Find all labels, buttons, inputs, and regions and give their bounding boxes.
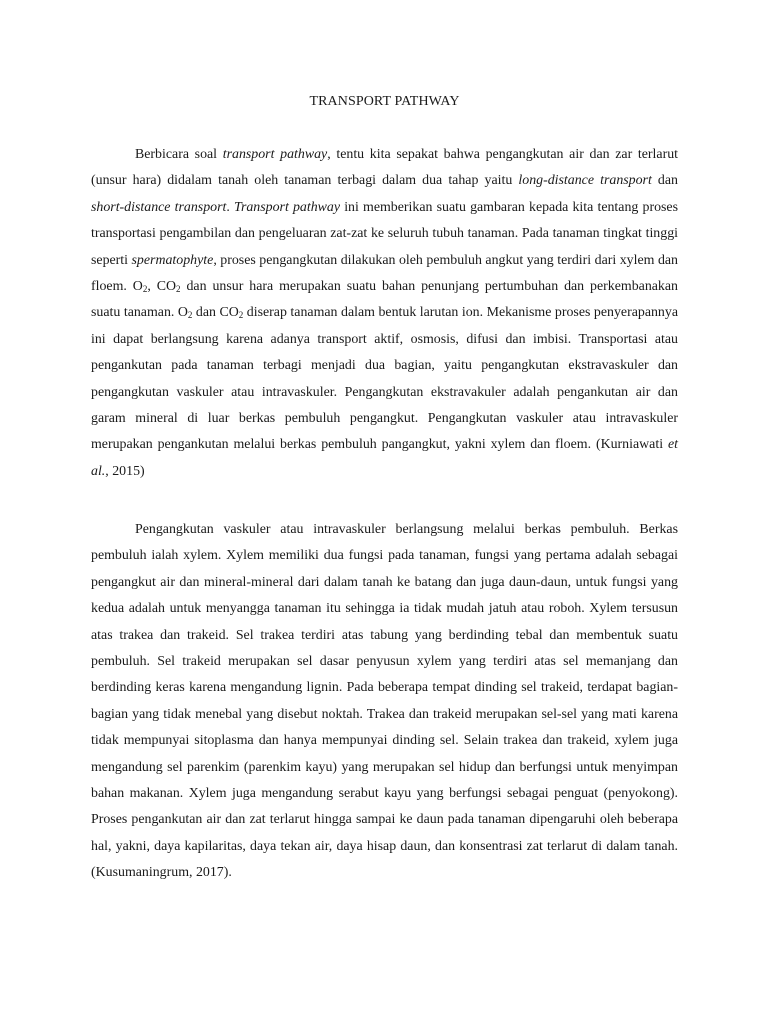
italic-text-run: Transport pathway xyxy=(234,199,341,215)
subscript-run: 2 xyxy=(142,284,148,295)
document-title: TRANSPORT PATHWAY xyxy=(309,94,460,109)
italic-text-run: transport pathway xyxy=(222,147,328,162)
document-page xyxy=(91,0,678,1024)
italic-text-run: et al. xyxy=(91,437,678,479)
paragraph-transport-pathway-intro: Berbicara soal transport pathway, tentu kita sepakat bahwa pengangkutan air dan zar terlarut (unsur hara) didalam tanah oleh tanaman terbagi dalam dua tahap yaitu long-distance transport dan short-distance transport. Transport pathway ini memberikan suatu gambaran kepada kita tentang proses transportasi pengambilan dan pengeluaran zat-zat ke seluruh tubuh tanaman. Pada tanaman tingkat tinggi seperti spermatophyte, proses pengangkutan dilakukan oleh pembuluh angkut yang terdiri dari xylem dan floem. $O_2$, $CO_2$ dan unsur hara merupakan suatu bahan penunjang pertumbuhan dan perkembanakan suatu tanaman. $O_2$ dan $CO_2$ diserap tanaman dalam bentuk larutan ion. Mekanisme proses penyerapannya ini dapat berlangsung karena adanya transport aktif, osmosis, difusi dan imbisi. Transportasi atau pengankutan pada tanaman terbagi menjadi dua bagian, yaitu pengangkutan ekstravaskuler dan pengangkutan vaskuler atau intravaskuler. Pengangkutan ekstravakuler adalah pengankutan air dan garam mineral di luar berkas pembuluh pengangkut. Pengangkutan vaskuler atau intravaskuler merupakan pengankutan melalui berkas pembuluh pangangkut, yakni xylem dan floem. (Kurniawati et al., 2015) xyxy=(91,147,679,479)
italic-text-run: short-distance transport xyxy=(91,199,227,215)
subscript-run: 2 xyxy=(176,284,181,295)
subscript-run: 2 xyxy=(238,310,244,321)
paragraph-vascular-transport: Pengangkutan vaskuler atau intravaskuler berlangsung melalui berkas pembuluh. Berkas pembuluh ialah xylem. Xylem memiliki dua fungsi pada tanaman, fungsi yang pertama adalah sebagai pengangkut air dan mineral-mineral dari dalam tanah ke batang dan juga daun-daun, untuk fungsi yang kedua adalah untuk menyangga tanaman itu sehingga ia tidak mudah jatuh atau roboh. Xylem tersusun atas trakea dan trakeid. Sel trakea terdiri atas tabung yang berdinding tebal dan membentuk suatu pembuluh. Sel trakeid merupakan sel dasar penyusun xylem yang terdiri atas sel memanjang dan berdinding keras karena mengandung lignin. Pada beberapa tempat dinding sel trakeid, terdapat bagian-bagian yang tidak menebal yang disebut noktah. Trakea dan trakeid merupakan sel-sel yang mati karena tidak mempunyai sitoplasma dan hanya mempunyai dinding sel. Selain trakea dan trakeid, xylem juga mengandung sel parenkim (parenkim kayu) yang merupakan sel hidup dan berfungsi untuk menyimpan bahan makanan. Xylem juga mengandung serabut kayu yang berfungsi sebagai penguat (penyokong). Proses pengankutan air dan zat terlarut hingga sampai ke daun pada tanaman dipengaruhi oleh beberapa hal, yakni, daya kapilaritas, daya tekan air, daya hisap daun, dan konsentrasi zat terlarut di dalam tanah. (Kusumaningrum, 2017). xyxy=(91,522,678,881)
italic-text-run: long-distance transport xyxy=(518,173,652,189)
italic-text-run: spermatophyte xyxy=(131,252,214,268)
subscript-run: 2 xyxy=(187,310,193,321)
